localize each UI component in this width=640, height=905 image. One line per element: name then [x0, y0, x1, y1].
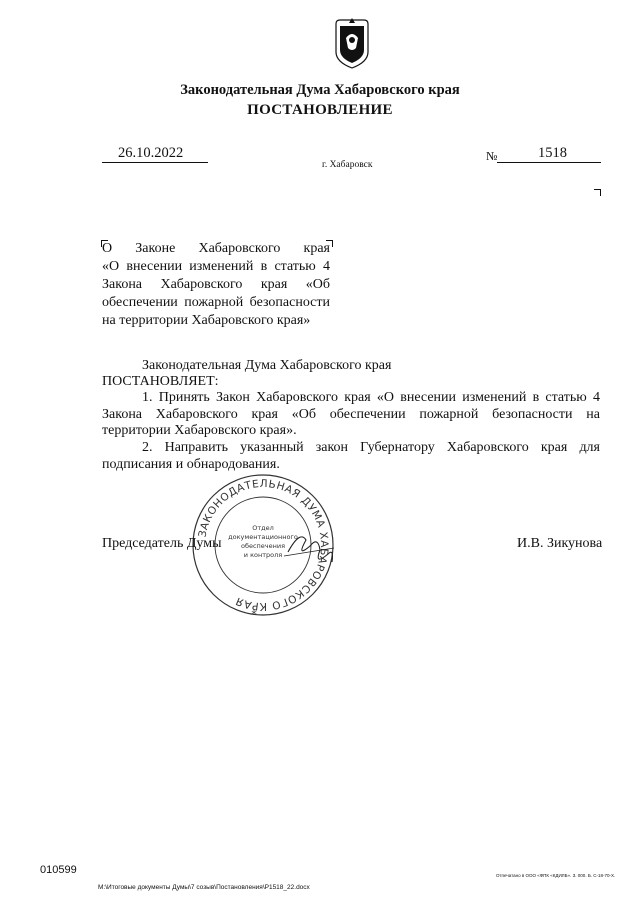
coat-of-arms-emblem — [332, 18, 372, 70]
body-paragraph-1: 1. Принять Закон Хабаровского края «О внесении изменений в статью 4 Закона Хабаровского края «Об обеспечении пожарной безопасности на территории Хабаровского края». — [102, 390, 600, 438]
number-sign: № — [486, 149, 498, 163]
organization-title: Законодательная Дума Хабаровского края — [180, 82, 460, 98]
body-intro: Законодательная Дума Хабаровского края — [142, 358, 392, 373]
document-city: г. Хабаровск — [322, 160, 373, 170]
stamp-center-line: документационного — [228, 533, 298, 541]
footer-file-path: М:\Итоговые документы Думы\7 созыв\Постановления\Р1518_22.docx — [98, 884, 310, 891]
document-subject — [102, 240, 330, 330]
signatory-position: Председатель Думы — [102, 536, 222, 551]
stamp-center-line: и контроля — [243, 551, 283, 559]
body-resolves: ПОСТАНОВЛЯЕТ: — [102, 374, 219, 389]
document-number: 1518 — [538, 145, 567, 161]
subject-line: «О внесении изменений в статью 4 — [102, 259, 330, 274]
date-underline — [102, 162, 208, 163]
document-type-title: ПОСТАНОВЛЕНИЕ — [247, 102, 393, 118]
document-date: 26.10.2022 — [118, 145, 184, 161]
stamp-center-line: обеспечения — [240, 542, 286, 550]
footer-code: 010599 — [40, 864, 77, 876]
footer-print-info: Отпечатано в ООО «ФПК «КДИЛБ». З. 000. Б. С-18-70-Х. — [496, 873, 616, 878]
corner-mark — [594, 189, 601, 196]
number-underline — [497, 162, 601, 163]
subject-line: Закона Хабаровского края «Об — [102, 277, 330, 292]
subject-line: обеспечении пожарной безопасности — [102, 295, 330, 310]
signatory-name: И.В. Зикунова — [517, 536, 603, 551]
stamp-star: * — [251, 608, 257, 620]
stamp-ring-text: ЗАКОНОДАТЕЛЬНАЯ ДУМА ХАБАРОВСКОГО КРАЯ — [196, 477, 331, 613]
subject-line: на территории Хабаровского края» — [102, 313, 311, 328]
body-paragraph-2: 2. Направить указанный закон Губернатору Хабаровского края для подписания и обнародования. — [102, 440, 600, 472]
subject-line: О Законе Хабаровского края — [102, 241, 330, 256]
stamp-center-line: Отдел — [252, 524, 274, 532]
